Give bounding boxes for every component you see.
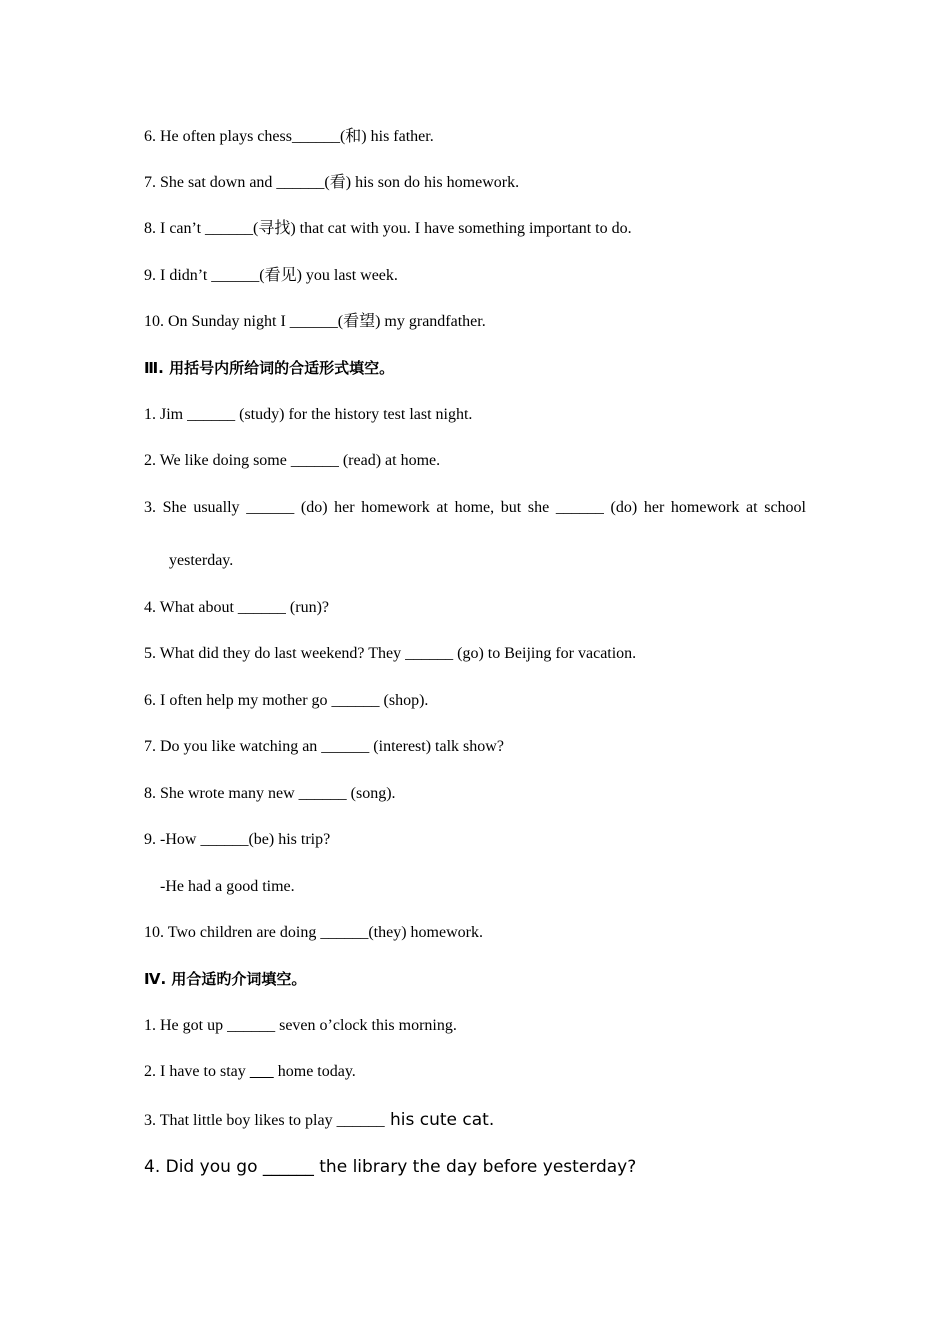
sec3-item-3: 3. She usually ______ (do) her homework at home, but she ______ (do) her homework at school	[144, 499, 806, 516]
sec4-item-2-blank	[250, 1063, 274, 1080]
sec3-item-3-continuation: yesterday.	[169, 552, 234, 569]
sec3-item-9-question: 9. -How ______(be) his trip?	[144, 831, 331, 848]
sec2-item-6: 6. He often plays chess______(和) his father.	[144, 128, 434, 145]
sec4-item-1: 1. He got up ______ seven o’clock this morning.	[144, 1017, 457, 1034]
sec4-item-2	[144, 1062, 356, 1082]
sec2-item-9: 9. I didn’t ______(看见) you last week.	[144, 267, 398, 284]
sec4-item-2-before: 2. I have to stay	[144, 1063, 250, 1080]
sec4-item-4: 4. Did you go ______ the library the day before yesterday?	[144, 1157, 637, 1177]
sec4-item-3	[144, 1110, 494, 1131]
sec3-item-8: 8. She wrote many new ______ (song).	[144, 785, 396, 802]
sec2-item-8: 8. I can’t ______(寻找) that cat with you. I have something important to do.	[144, 220, 632, 237]
sec4-item-2-after: home today.	[273, 1063, 356, 1080]
sec3-item-5: 5. What did they do last weekend? They ______ (go) to Beijing for vacation.	[144, 645, 637, 662]
sec3-item-6: 6. I often help my mother go ______ (shop).	[144, 692, 429, 709]
sec3-item-2: 2. We like doing some ______ (read) at home.	[144, 452, 441, 469]
section3-heading: Ⅲ. 用括号内所给词的合适形式填空。	[144, 359, 395, 377]
sec4-item-3-part1: 3. That little boy likes to play ______	[144, 1112, 385, 1129]
sec3-item-4: 4. What about ______ (run)?	[144, 599, 329, 616]
sec3-item-10: 10. Two children are doing ______(they) homework.	[144, 924, 483, 941]
sec2-item-10: 10. On Sunday night I ______(看望) my grandfather.	[144, 313, 486, 330]
sec4-item-3-part2: his cute cat.	[384, 1110, 495, 1130]
section4-heading: Ⅳ. 用合适旳介词填空。	[144, 970, 307, 988]
sec2-item-7: 7. She sat down and ______(看) his son do his homework.	[144, 174, 520, 191]
sec3-item-7: 7. Do you like watching an ______ (interest) talk show?	[144, 738, 504, 755]
sec3-item-9-answer: -He had a good time.	[160, 878, 295, 895]
sec3-item-1: 1. Jim ______ (study) for the history test last night.	[144, 406, 473, 423]
